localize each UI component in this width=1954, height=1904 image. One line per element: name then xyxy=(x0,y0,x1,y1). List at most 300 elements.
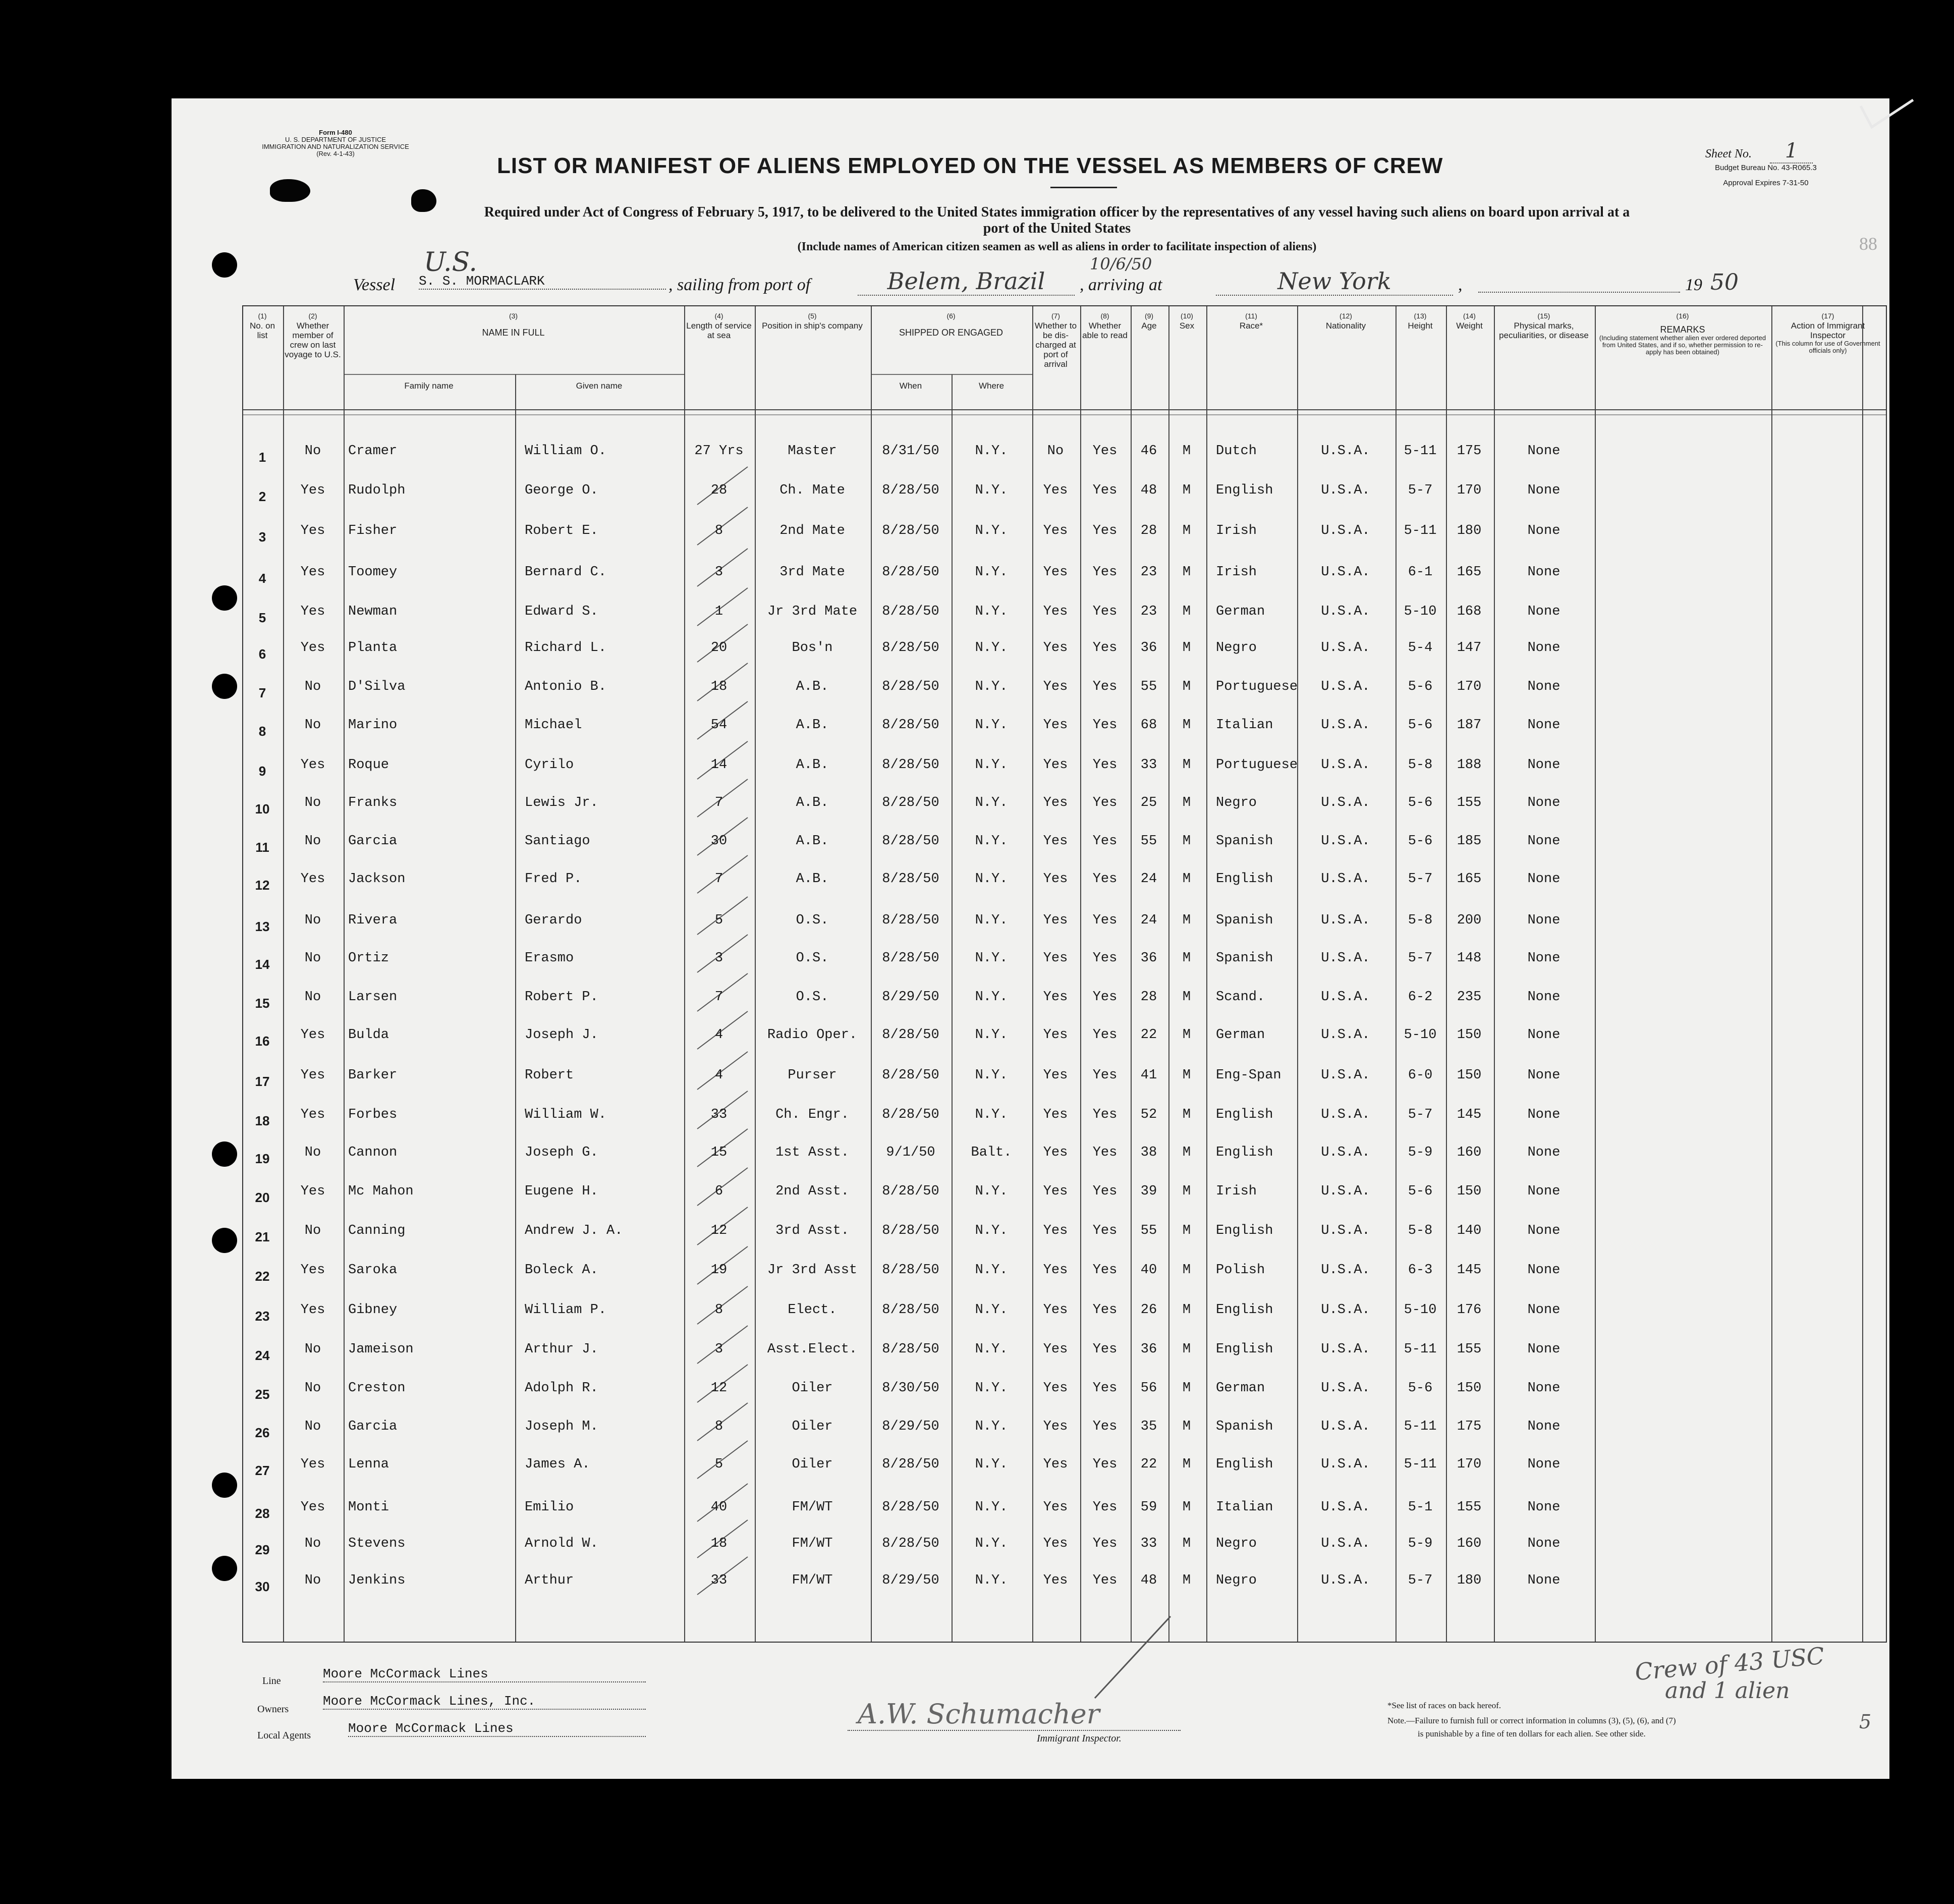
cell-read: Yes xyxy=(1092,1184,1118,1199)
cell-nationality: U.S.A. xyxy=(1321,1573,1370,1588)
cell-prev: Yes xyxy=(300,565,325,580)
row-number: 17 xyxy=(255,1074,270,1089)
cell-position: FM/WT xyxy=(792,1573,833,1588)
cell-discharged: Yes xyxy=(1043,523,1068,538)
cell-when: 8/29/50 xyxy=(882,990,939,1005)
cell-given: William P. xyxy=(525,1302,607,1318)
cell-height: 6-0 xyxy=(1408,1068,1433,1083)
cell-when: 8/28/50 xyxy=(882,795,939,810)
cell-age: 33 xyxy=(1140,1536,1157,1551)
cell-race: English xyxy=(1216,1457,1273,1472)
header-text-c1: No. on list xyxy=(249,321,275,340)
cell-family: Jackson xyxy=(348,872,406,887)
cell-sex: M xyxy=(1182,1500,1191,1515)
cell-age: 46 xyxy=(1140,444,1157,459)
revision: (Rev. 4-1-43) xyxy=(316,150,355,157)
row-number: 7 xyxy=(258,685,266,700)
binder-hole xyxy=(212,1556,237,1581)
header-text-c13: Height xyxy=(1408,321,1433,331)
cell-family: Toomey xyxy=(348,565,398,580)
cell-given: Andrew J. A. xyxy=(525,1223,623,1238)
cell-read: Yes xyxy=(1092,1107,1118,1122)
vessel-name: S. S. MORMACLARK xyxy=(419,274,666,290)
cell-service: 14 xyxy=(710,757,728,773)
cell-weight: 170 xyxy=(1457,679,1482,694)
cell-given: Bernard C. xyxy=(525,565,607,580)
cell-given: Edward S. xyxy=(525,604,598,619)
cell-race: Italian xyxy=(1216,1500,1273,1515)
cell-nationality: U.S.A. xyxy=(1321,565,1370,580)
cell-marks: None xyxy=(1527,679,1560,694)
cell-service: 5 xyxy=(714,1457,723,1472)
cell-marks: None xyxy=(1527,795,1560,810)
cell-sex: M xyxy=(1182,872,1191,887)
header-text-c3: NAME IN FULL xyxy=(482,328,545,338)
cell-marks: None xyxy=(1527,718,1560,733)
cell-discharged: Yes xyxy=(1043,679,1068,694)
cell-position: A.B. xyxy=(796,757,829,773)
cell-where: N.Y. xyxy=(975,795,1008,810)
cell-sex: M xyxy=(1182,1536,1191,1551)
cell-read: Yes xyxy=(1092,1573,1118,1588)
cell-race: German xyxy=(1216,604,1265,619)
cell-discharged: Yes xyxy=(1043,795,1068,810)
cell-marks: None xyxy=(1527,834,1560,849)
cell-family: Ortiz xyxy=(348,951,389,966)
cell-position: A.B. xyxy=(796,872,829,887)
cell-where: N.Y. xyxy=(975,1536,1008,1551)
approval-expires: Approval Expires 7-31-50 xyxy=(1723,179,1809,187)
cell-race: English xyxy=(1216,872,1273,887)
cell-height: 5-6 xyxy=(1408,718,1433,733)
cell-service: 4 xyxy=(714,1068,723,1083)
cell-prev: No xyxy=(304,718,321,733)
header-text-c7: Whether to be dis-charged at port of arrival xyxy=(1034,321,1077,369)
cell-sex: M xyxy=(1182,1342,1191,1357)
cell-race: Spanish xyxy=(1216,1419,1273,1434)
cell-where: N.Y. xyxy=(975,1223,1008,1238)
cell-age: 26 xyxy=(1140,1302,1157,1318)
signature-line xyxy=(848,1730,1181,1731)
cell-race: German xyxy=(1216,1381,1265,1396)
header-when: When xyxy=(899,381,922,391)
vessel-label: Vessel xyxy=(353,276,396,294)
header-text-c14: Weight xyxy=(1456,321,1483,331)
required-statement xyxy=(283,204,1831,237)
cell-weight: 187 xyxy=(1457,718,1482,733)
cell-when: 8/28/50 xyxy=(882,718,939,733)
form-identifier xyxy=(242,129,429,157)
cell-position: Oiler xyxy=(792,1419,833,1434)
cell-family: Garcia xyxy=(348,834,398,849)
cell-prev: Yes xyxy=(300,604,325,619)
header-col-1 xyxy=(244,311,281,340)
row-number: 4 xyxy=(258,571,266,586)
cell-given: Michael xyxy=(525,718,582,733)
title-underline xyxy=(1050,187,1117,188)
cell-nationality: U.S.A. xyxy=(1321,951,1370,966)
row-number: 15 xyxy=(255,996,270,1011)
cell-discharged: Yes xyxy=(1043,1302,1068,1318)
cell-discharged: Yes xyxy=(1043,1223,1068,1238)
cell-discharged: Yes xyxy=(1043,990,1068,1005)
form-number: Form I-480 xyxy=(319,129,352,136)
row-number: 30 xyxy=(255,1579,270,1594)
row-number: 2 xyxy=(258,489,266,504)
note-line-1: Note.—Failure to furnish full or correct information in columns (3), (5), (6), and (7) xyxy=(1387,1716,1676,1725)
cell-family: Cannon xyxy=(348,1145,398,1160)
header-text-c9: Age xyxy=(1141,321,1157,331)
cell-nationality: U.S.A. xyxy=(1321,604,1370,619)
cell-where: N.Y. xyxy=(975,834,1008,849)
cell-race: German xyxy=(1216,1027,1265,1043)
cell-weight: 155 xyxy=(1457,795,1482,810)
cell-where: N.Y. xyxy=(975,1107,1008,1122)
row-number: 14 xyxy=(255,957,270,972)
comma-separator: , xyxy=(1458,276,1463,294)
cell-when: 8/29/50 xyxy=(882,1419,939,1434)
cell-age: 68 xyxy=(1140,718,1157,733)
cell-prev: Yes xyxy=(300,1068,325,1083)
cell-nationality: U.S.A. xyxy=(1321,834,1370,849)
cell-sex: M xyxy=(1182,913,1191,928)
cell-when: 8/31/50 xyxy=(882,444,939,459)
cell-where: N.Y. xyxy=(975,1500,1008,1515)
cell-prev: No xyxy=(304,1342,321,1357)
cell-where: N.Y. xyxy=(975,1457,1008,1472)
cell-discharged: Yes xyxy=(1043,872,1068,887)
cell-service: 7 xyxy=(714,795,723,810)
cell-weight: 188 xyxy=(1457,757,1482,773)
cell-when: 8/28/50 xyxy=(882,640,939,656)
cell-weight: 168 xyxy=(1457,604,1482,619)
cell-height: 5-4 xyxy=(1408,640,1433,656)
cell-read: Yes xyxy=(1092,640,1118,656)
cell-weight: 180 xyxy=(1457,1573,1482,1588)
cell-sex: M xyxy=(1182,757,1191,773)
cell-weight: 185 xyxy=(1457,834,1482,849)
cell-when: 8/28/50 xyxy=(882,1342,939,1357)
header-given-name: Given name xyxy=(576,381,623,391)
cell-discharged: Yes xyxy=(1043,1342,1068,1357)
cell-weight: 150 xyxy=(1457,1068,1482,1083)
cell-where: N.Y. xyxy=(975,523,1008,538)
cell-marks: None xyxy=(1527,1184,1560,1199)
cell-family: Rudolph xyxy=(348,483,406,498)
cell-prev: Yes xyxy=(300,1457,325,1472)
cell-height: 5-7 xyxy=(1408,951,1433,966)
cell-age: 40 xyxy=(1140,1263,1157,1278)
crew-table xyxy=(242,305,1887,1643)
cell-read: Yes xyxy=(1092,795,1118,810)
binder-hole xyxy=(212,585,237,611)
cell-when: 8/28/50 xyxy=(882,565,939,580)
cell-service: 15 xyxy=(710,1145,728,1160)
cell-discharged: Yes xyxy=(1043,913,1068,928)
cell-race: Irish xyxy=(1216,565,1257,580)
cell-nationality: U.S.A. xyxy=(1321,1184,1370,1199)
cell-prev: No xyxy=(304,834,321,849)
header-col-4 xyxy=(686,311,752,340)
page-hand-number: 5 xyxy=(1859,1711,1872,1733)
cell-discharged: Yes xyxy=(1043,757,1068,773)
arriving-label: , arriving at xyxy=(1080,276,1162,294)
cell-marks: None xyxy=(1527,1457,1560,1472)
cell-family: Stevens xyxy=(348,1536,406,1551)
cell-position: O.S. xyxy=(796,990,829,1005)
cell-service: 12 xyxy=(710,1381,728,1396)
cell-service: 4 xyxy=(714,1027,723,1043)
cell-marks: None xyxy=(1527,640,1560,656)
cell-weight: 170 xyxy=(1457,1457,1482,1472)
cell-service: 1 xyxy=(714,604,723,619)
cell-family: Marino xyxy=(348,718,398,733)
cell-race: Negro xyxy=(1216,640,1257,656)
cell-read: Yes xyxy=(1092,483,1118,498)
cell-given: Robert P. xyxy=(525,990,598,1005)
header-text-c2_num: (2) xyxy=(308,312,317,320)
ink-blot xyxy=(270,179,310,202)
cell-race: Irish xyxy=(1216,1184,1257,1199)
cell-age: 35 xyxy=(1140,1419,1157,1434)
cell-position: A.B. xyxy=(796,718,829,733)
header-text-c16_num: (16) xyxy=(1676,312,1689,320)
cell-where: N.Y. xyxy=(975,1184,1008,1199)
cell-nationality: U.S.A. xyxy=(1321,1419,1370,1434)
cell-where: N.Y. xyxy=(975,1419,1008,1434)
cell-prev: No xyxy=(304,1573,321,1588)
binder-hole xyxy=(212,674,237,699)
header-col-11 xyxy=(1208,311,1295,331)
cell-read: Yes xyxy=(1092,1145,1118,1160)
cell-height: 5-6 xyxy=(1408,795,1433,810)
cell-weight: 150 xyxy=(1457,1027,1482,1043)
cell-marks: None xyxy=(1527,1302,1560,1318)
header-family-name: Family name xyxy=(404,381,454,391)
row-number: 24 xyxy=(255,1348,270,1363)
cell-family: Bulda xyxy=(348,1027,389,1043)
footer-line-value: Moore McCormack Lines xyxy=(323,1666,646,1682)
cell-discharged: Yes xyxy=(1043,483,1068,498)
cell-when: 8/28/50 xyxy=(882,1263,939,1278)
cell-age: 52 xyxy=(1140,1107,1157,1122)
cell-sex: M xyxy=(1182,1263,1191,1278)
header-text-c11: Race* xyxy=(1239,321,1263,331)
cell-nationality: U.S.A. xyxy=(1321,1500,1370,1515)
note-line-2: is punishable by a fine of ten dollars for each alien. See other side. xyxy=(1418,1729,1646,1738)
cell-marks: None xyxy=(1527,1381,1560,1396)
cell-position: O.S. xyxy=(796,951,829,966)
cell-position: Oiler xyxy=(792,1381,833,1396)
cell-when: 8/28/50 xyxy=(882,679,939,694)
cell-marks: None xyxy=(1527,1419,1560,1434)
cell-family: Larsen xyxy=(348,990,398,1005)
cell-position: Jr 3rd Asst xyxy=(767,1263,858,1278)
cell-where: N.Y. xyxy=(975,757,1008,773)
cell-age: 55 xyxy=(1140,679,1157,694)
cell-where: N.Y. xyxy=(975,1263,1008,1278)
cell-age: 36 xyxy=(1140,640,1157,656)
cell-position: 3rd Mate xyxy=(779,565,845,580)
cell-given: Adolph R. xyxy=(525,1381,598,1396)
binder-hole xyxy=(212,1141,237,1167)
cell-race: Italian xyxy=(1216,718,1273,733)
cell-sex: M xyxy=(1182,1145,1191,1160)
cell-sex: M xyxy=(1182,640,1191,656)
cell-where: N.Y. xyxy=(975,483,1008,498)
row-number: 11 xyxy=(255,840,269,855)
cell-age: 59 xyxy=(1140,1500,1157,1515)
cell-sex: M xyxy=(1182,1184,1191,1199)
cell-service: 30 xyxy=(710,834,728,849)
cell-read: Yes xyxy=(1092,1381,1118,1396)
cell-nationality: U.S.A. xyxy=(1321,444,1370,459)
row-number: 16 xyxy=(255,1033,270,1049)
cell-sex: M xyxy=(1182,1068,1191,1083)
cell-weight: 235 xyxy=(1457,990,1482,1005)
inspector-signature: A.W. Schumacher xyxy=(858,1698,1100,1730)
header-text-c11_num: (11) xyxy=(1245,312,1257,320)
header-col-9 xyxy=(1132,311,1166,331)
cell-position: A.B. xyxy=(796,679,829,694)
cell-where: N.Y. xyxy=(975,1573,1008,1588)
cell-nationality: U.S.A. xyxy=(1321,679,1370,694)
header-text-c8_num: (8) xyxy=(1100,312,1109,320)
cell-given: Lewis Jr. xyxy=(525,795,598,810)
cell-when: 8/28/50 xyxy=(882,834,939,849)
cell-nationality: U.S.A. xyxy=(1321,483,1370,498)
date-blank xyxy=(1478,292,1680,293)
row-number: 28 xyxy=(255,1506,270,1521)
cell-family: Canning xyxy=(348,1223,406,1238)
cell-when: 8/28/50 xyxy=(882,872,939,887)
cell-height: 5-9 xyxy=(1408,1536,1433,1551)
cell-height: 5-6 xyxy=(1408,1381,1433,1396)
cell-given: George O. xyxy=(525,483,598,498)
crew-count-note-1: Crew of 43 USC xyxy=(1634,1642,1826,1686)
cell-read: Yes xyxy=(1092,1223,1118,1238)
cell-service: 33 xyxy=(710,1107,728,1122)
row-number: 12 xyxy=(255,878,270,893)
cell-discharged: Yes xyxy=(1043,1536,1068,1551)
cell-prev: Yes xyxy=(300,523,325,538)
cell-race: English xyxy=(1216,1107,1273,1122)
cell-height: 5-11 xyxy=(1404,444,1437,459)
cell-prev: Yes xyxy=(300,872,325,887)
cell-sex: M xyxy=(1182,523,1191,538)
cell-marks: None xyxy=(1527,565,1560,580)
cell-age: 28 xyxy=(1140,523,1157,538)
header-text-c12: Nationality xyxy=(1325,321,1366,331)
header-col-14 xyxy=(1447,311,1491,331)
cell-height: 5-1 xyxy=(1408,1500,1433,1515)
cell-given: Cyrilo xyxy=(525,757,574,773)
cell-prev: No xyxy=(304,951,321,966)
cell-prev: No xyxy=(304,1419,321,1434)
header-col-8 xyxy=(1082,311,1128,340)
cell-discharged: Yes xyxy=(1043,565,1068,580)
header-text-c15: Physical marks, peculiarities, or disease xyxy=(1499,321,1589,340)
cell-nationality: U.S.A. xyxy=(1321,1536,1370,1551)
cell-family: Gibney xyxy=(348,1302,398,1318)
header-text-c8: Whether able to read xyxy=(1082,321,1128,340)
cell-family: Saroka xyxy=(348,1263,398,1278)
cell-height: 5-7 xyxy=(1408,1573,1433,1588)
cell-age: 24 xyxy=(1140,872,1157,887)
cell-height: 5-6 xyxy=(1408,1184,1433,1199)
cell-where: N.Y. xyxy=(975,1381,1008,1396)
department: U. S. DEPARTMENT OF JUSTICE xyxy=(285,136,386,143)
cell-marks: None xyxy=(1527,1223,1560,1238)
cell-weight: 147 xyxy=(1457,640,1482,656)
races-note: *See list of races on back hereof. xyxy=(1387,1701,1501,1710)
header-text-c17_note: (This column for use of Government officials only) xyxy=(1775,340,1880,354)
cell-position: Elect. xyxy=(788,1302,837,1318)
cell-nationality: U.S.A. xyxy=(1321,757,1370,773)
header-text-c10_num: (10) xyxy=(1181,312,1193,320)
cell-service: 6 xyxy=(714,1184,723,1199)
cell-marks: None xyxy=(1527,1263,1560,1278)
cell-height: 6-1 xyxy=(1408,565,1433,580)
cell-when: 8/28/50 xyxy=(882,1536,939,1551)
cell-when: 8/28/50 xyxy=(882,1457,939,1472)
cell-nationality: U.S.A. xyxy=(1321,1145,1370,1160)
cell-nationality: U.S.A. xyxy=(1321,1302,1370,1318)
cell-given: Arthur J. xyxy=(525,1342,598,1357)
cell-height: 5-7 xyxy=(1408,1107,1433,1122)
cell-service: 7 xyxy=(714,872,723,887)
cell-read: Yes xyxy=(1092,604,1118,619)
cell-weight: 170 xyxy=(1457,483,1482,498)
required-line-2: port of the United States xyxy=(983,221,1131,236)
cell-race: Eng-Span xyxy=(1216,1068,1281,1083)
cell-prev: Yes xyxy=(300,1184,325,1199)
cell-age: 39 xyxy=(1140,1184,1157,1199)
cell-given: Arnold W. xyxy=(525,1536,598,1551)
cell-discharged: Yes xyxy=(1043,834,1068,849)
required-line-1: Required under Act of Congress of February 5, 1917, to be delivered to the United States immigration officer by the representatives of any vessel having such aliens on board upon arrival at a xyxy=(484,204,1630,220)
cell-where: N.Y. xyxy=(975,1068,1008,1083)
cell-discharged: Yes xyxy=(1043,1107,1068,1122)
cell-family: Jenkins xyxy=(348,1573,406,1588)
cell-height: 5-9 xyxy=(1408,1145,1433,1160)
cell-service: 3 xyxy=(714,565,723,580)
cell-age: 22 xyxy=(1140,1027,1157,1043)
cell-age: 33 xyxy=(1140,757,1157,773)
cell-marks: None xyxy=(1527,1145,1560,1160)
cell-age: 25 xyxy=(1140,795,1157,810)
cell-weight: 160 xyxy=(1457,1536,1482,1551)
cell-where: N.Y. xyxy=(975,1027,1008,1043)
cell-position: Bos'n xyxy=(792,640,833,656)
cell-prev: Yes xyxy=(300,483,325,498)
cell-marks: None xyxy=(1527,757,1560,773)
row-number: 8 xyxy=(258,724,266,739)
cell-prev: No xyxy=(304,679,321,694)
header-where: Where xyxy=(978,381,1004,391)
cell-weight: 165 xyxy=(1457,565,1482,580)
cell-sex: M xyxy=(1182,1457,1191,1472)
sailing-port: Belem, Brazil xyxy=(858,267,1075,296)
cell-prev: Yes xyxy=(300,1263,325,1278)
cell-sex: M xyxy=(1182,1107,1191,1122)
cell-race: Portuguese xyxy=(1216,757,1298,773)
cell-read: Yes xyxy=(1092,834,1118,849)
cell-position: Jr 3rd Mate xyxy=(767,604,858,619)
cell-family: Forbes xyxy=(348,1107,398,1122)
cell-read: Yes xyxy=(1092,1419,1118,1434)
binder-hole xyxy=(212,1473,237,1498)
